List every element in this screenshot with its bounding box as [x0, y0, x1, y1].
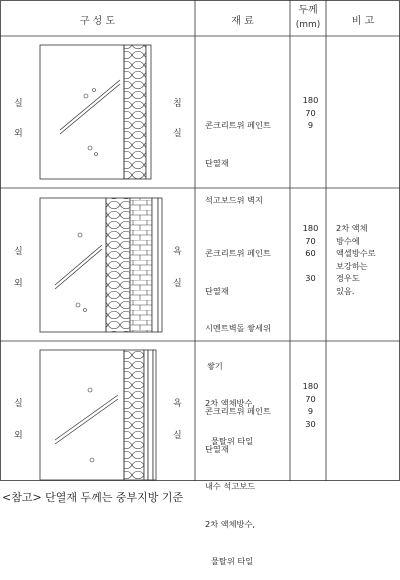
material-line: 콘크리트위 페인트 [205, 120, 271, 130]
header-thickness-label: 두께 [298, 5, 318, 16]
row1-outer-bottom: 외 [14, 129, 23, 139]
row1-outer-top: 실 [14, 99, 23, 109]
row3-inner-bottom: 실 [173, 431, 182, 441]
row3-inner-top: 욕 [173, 399, 182, 409]
remark-line: 액셀방수로 [336, 248, 376, 258]
thickness-value: 9 [307, 120, 314, 130]
row3-materials [205, 380, 271, 580]
remark-line: 보강하는 [336, 260, 368, 271]
row3-outer-bottom: 외 [14, 431, 23, 441]
wall-section-diagram-bathroom-gypsum [40, 350, 156, 480]
material-line: 2차 액체방수, [205, 398, 255, 408]
header-thickness [290, 4, 326, 32]
header-thickness-unit: (mm) [295, 20, 321, 30]
wall-section-diagram-bathroom-brick [40, 198, 162, 332]
row3-outer-top: 실 [14, 399, 23, 409]
row3-thickness [300, 380, 321, 430]
thickness-value: 70 [305, 393, 316, 404]
remark-line: 방수에 [336, 235, 360, 246]
thickness-value: 30 [305, 418, 316, 429]
thickness-value: 180 [302, 95, 319, 105]
row2-thickness [300, 222, 321, 285]
material-line: 단열재 [205, 443, 229, 454]
thickness-value: 180 [302, 381, 319, 391]
header-remarks: 비 고 [351, 16, 375, 27]
material-line: 단열재 [205, 285, 229, 296]
row2-outer-top: 실 [14, 247, 23, 257]
footnote: <참고> 단열재 두께는 중부지방 기준 [2, 491, 184, 504]
header-material: 재 료 [231, 16, 254, 27]
thickness-value: 70 [305, 235, 316, 246]
remark-line: 있음. [336, 285, 355, 296]
row2-inner-top: 욕 [173, 247, 182, 257]
thickness-value [300, 260, 321, 273]
thickness-value: 9 [307, 406, 314, 416]
row1-inner-bottom: 실 [173, 129, 182, 139]
row1-thickness [300, 94, 321, 132]
material-line: 단열재 [205, 157, 229, 168]
wall-section-diagram-bedroom [40, 45, 151, 179]
thickness-value: 180 [302, 223, 319, 233]
material-line: 물탈위 타일 [211, 556, 254, 566]
row2-outer-bottom: 외 [14, 279, 23, 289]
thickness-value: 70 [305, 107, 316, 118]
row2-remarks [336, 222, 394, 297]
material-line: 내수 석고보드 [205, 481, 256, 491]
material-line: 콘크리트위 페인트 [205, 406, 271, 416]
row1-materials [205, 94, 271, 219]
material-line: 2차 액체방수, [205, 518, 255, 529]
remark-line: 경우도 [336, 273, 360, 283]
thickness-value: 30 [305, 273, 316, 283]
material-line: 쌓기 [207, 360, 223, 371]
material-line: 시멘트벽돌 쌓세위 [205, 323, 271, 333]
material-line: 석고보드위 벽지 [205, 195, 263, 205]
remark-line: 2차 액체 [336, 223, 368, 233]
header-composition: 구 성 도 [79, 16, 116, 27]
thickness-value: 60 [305, 248, 316, 258]
row2-inner-bottom: 실 [173, 279, 182, 289]
material-line: 물탈위 타일 [211, 435, 254, 446]
row1-inner-top: 침 [173, 99, 182, 109]
material-line: 콘크리트위 페인트 [205, 248, 271, 258]
